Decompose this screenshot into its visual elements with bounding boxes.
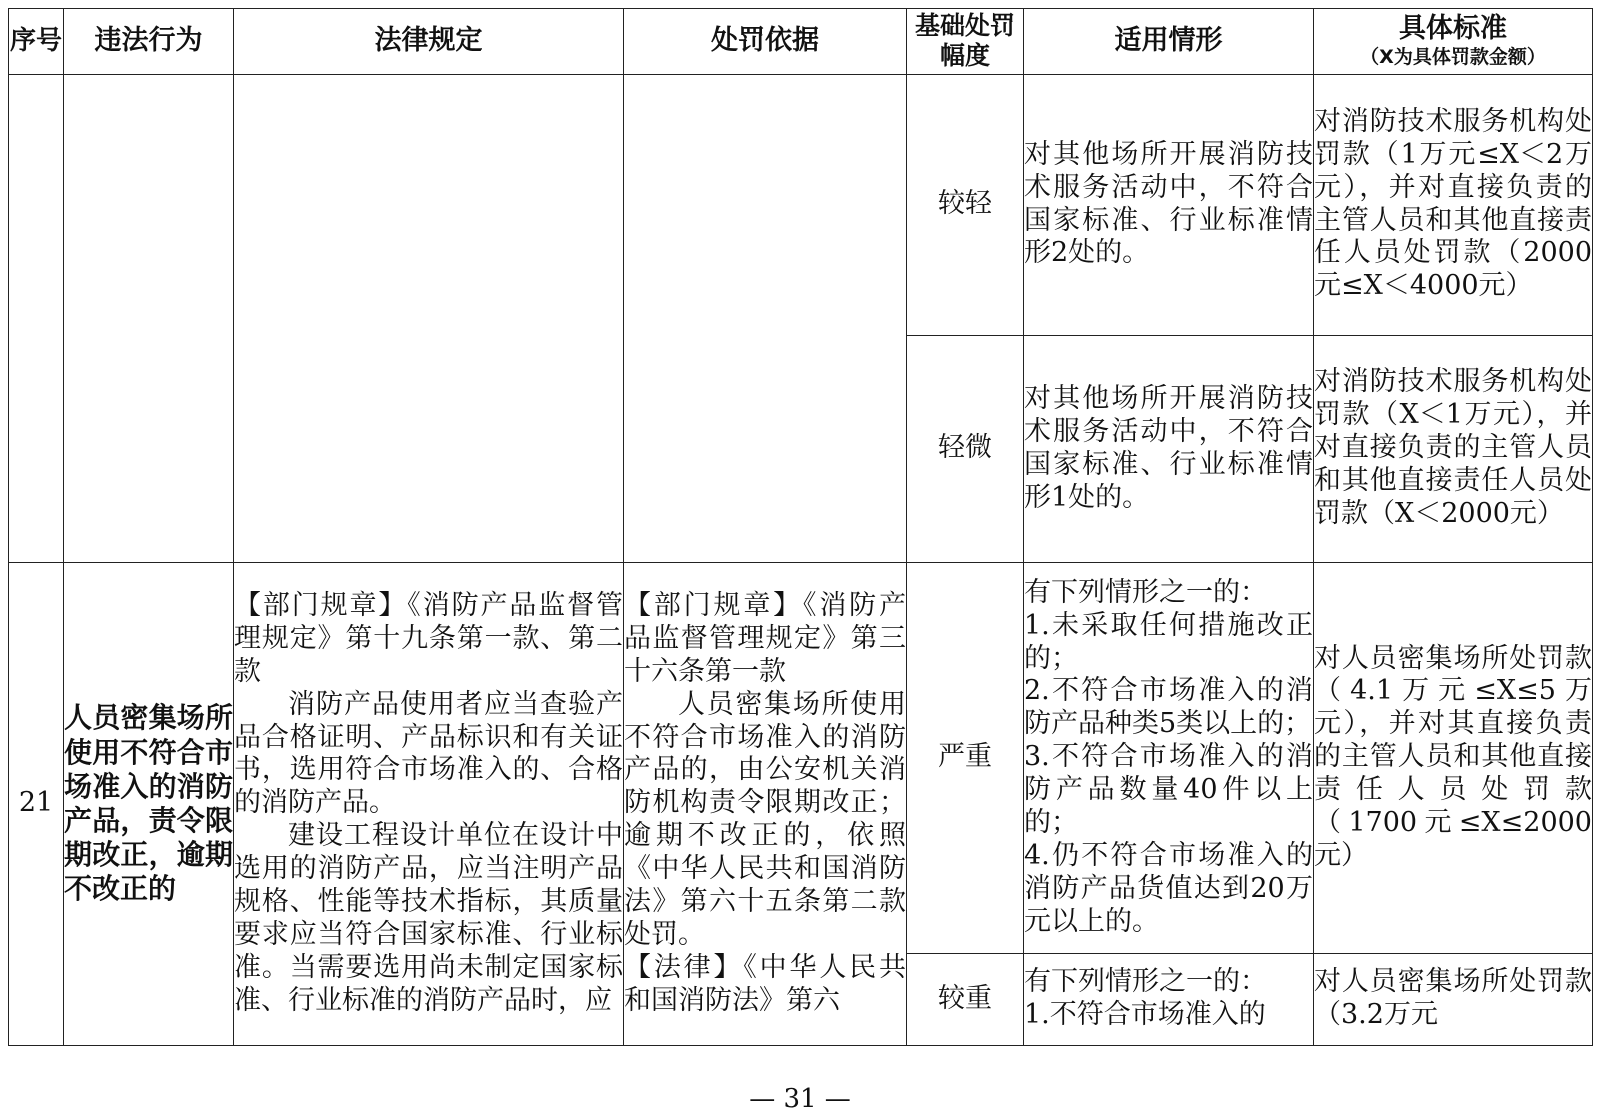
violation-cell: 人员密集场所使用不符合市场准入的消防产品，责令限期改正，逾期不改正的 <box>64 562 234 1045</box>
penalty-standard-table <box>8 8 1593 1046</box>
law-cell <box>234 562 624 1045</box>
situation-item: 2.不符合市场准入的消防产品种类5类以上的； <box>1024 675 1313 740</box>
law-cell-continued <box>234 74 624 562</box>
standard-cell: 对人员密集场所处罚款（3.2万元 <box>1314 953 1593 1045</box>
degree-cell: 严重 <box>907 562 1024 953</box>
header-standard-label: 具体标准 <box>1399 12 1507 44</box>
seq-cell-continued <box>9 74 64 562</box>
header-standard-note: （X为具体罚款金额） <box>1360 46 1546 69</box>
table-row <box>9 74 1593 335</box>
law-paragraph: 建设工程设计单位在设计中选用的消防产品，应当注明产品规格、性能等技术指标，其质量要求应当符合国家标准、行业标准。当需要选用尚未制定国家标准、行业标准的消防产品时，应 <box>234 820 623 1017</box>
situation-cell: 对其他场所开展消防技术服务活动中，不符合国家标准、行业标准情形2处的。 <box>1024 74 1314 335</box>
situation-item: 1.不符合市场准入的 <box>1024 999 1266 1031</box>
table-row <box>9 562 1593 953</box>
basis-cell <box>624 562 907 1045</box>
degree-cell: 轻微 <box>907 335 1024 562</box>
table-header-row <box>9 9 1593 75</box>
basis-paragraph: 人员密集场所使用不符合市场准入的消防产品的，由公安机关消防机构责令限期改正；逾期不改正的，依照《中华人民共和国消防法》第六十五条第二款处罚。 <box>624 688 906 951</box>
situation-item: 1.未采取任何措施改正的； <box>1024 609 1313 674</box>
header-legal-provision: 法律规定 <box>234 9 624 75</box>
situation-intro: 有下列情形之一的： <box>1024 966 1267 998</box>
basis-title: 【部门规章】《消防产品监督管理规定》第三十六条第一款 <box>624 589 906 687</box>
situation-intro: 有下列情形之一的： <box>1024 576 1267 608</box>
standard-cell: 对消防技术服务机构处罚款（1万元≤X＜2万元），并对直接负责的主管人员和其他直接责任人员处罚款（2000元≤X＜4000元） <box>1314 74 1593 335</box>
degree-cell: 较轻 <box>907 74 1024 335</box>
basis-paragraph: 【法律】《中华人民共和国消防法》第六 <box>624 952 906 1017</box>
situation-cell <box>1024 953 1314 1045</box>
header-seq: 序号 <box>9 9 64 75</box>
situation-cell: 对其他场所开展消防技术服务活动中，不符合国家标准、行业标准情形1处的。 <box>1024 335 1314 562</box>
basis-cell-continued <box>624 74 907 562</box>
situation-item: 4.仍不符合市场准入的消防产品货值达到20万元以上的。 <box>1024 840 1313 938</box>
law-title: 【部门规章】《消防产品监督管理规定》第十九条第一款、第二款 <box>234 589 623 687</box>
page-number: — 31 — <box>749 1084 851 1114</box>
seq-cell: 21 <box>9 562 64 1045</box>
header-violation: 违法行为 <box>64 9 234 75</box>
situation-item: 3.不符合市场准入的消防产品数量40件以上的； <box>1024 741 1313 839</box>
degree-cell: 较重 <box>907 953 1024 1045</box>
header-specific-standard <box>1314 9 1593 75</box>
header-base-degree: 基础处罚幅度 <box>907 9 1024 75</box>
standard-cell: 对人员密集场所处罚款（4.1万元≤X≤5万元），并对其直接负责的主管人员和其他直接责任人员处罚款（1700元≤X≤2000元） <box>1314 562 1593 953</box>
violation-cell-continued <box>64 74 234 562</box>
situation-cell <box>1024 562 1314 953</box>
standard-cell: 对消防技术服务机构处罚款（X＜1万元），并对直接负责的主管人员和其他直接责任人员处罚款（X＜2000元） <box>1314 335 1593 562</box>
header-applicable-situation: 适用情形 <box>1024 9 1314 75</box>
header-penalty-basis: 处罚依据 <box>624 9 907 75</box>
law-paragraph: 消防产品使用者应当查验产品合格证明、产品标识和有关证书，选用符合市场准入的、合格的消防产品。 <box>234 688 623 819</box>
